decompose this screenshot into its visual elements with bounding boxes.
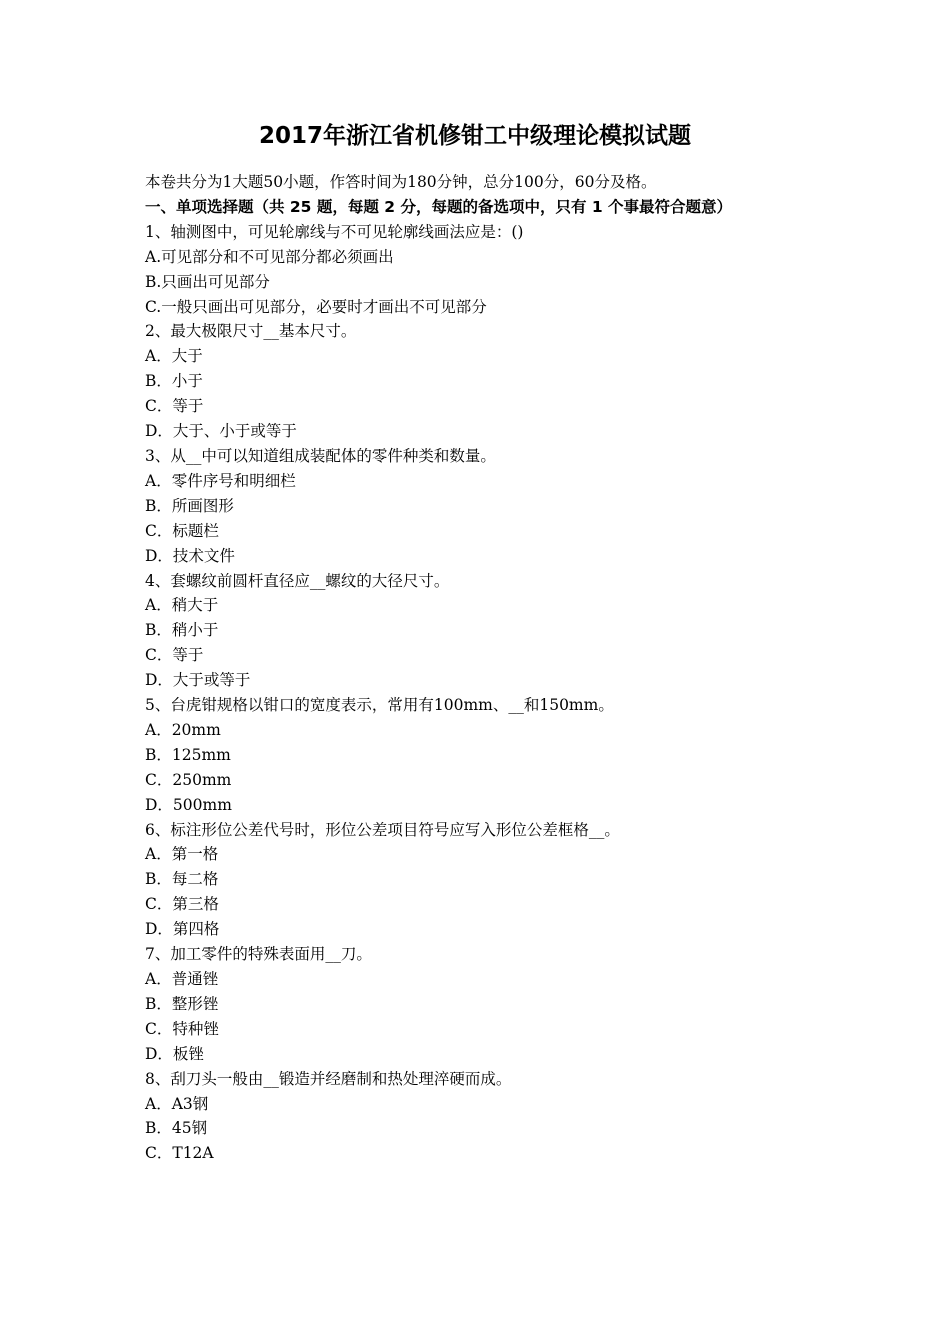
- answer-option: D．第四格: [145, 920, 220, 939]
- answer-option: C．T12A: [145, 1144, 214, 1163]
- answer-option: A．普通锉: [145, 970, 219, 988]
- answer-option: D．500mm: [145, 795, 232, 814]
- question-stem: 1、轴测图中，可见轮廓线与不可见轮廓线画法应是：(): [145, 222, 524, 241]
- document-body: [145, 170, 815, 1166]
- answer-option: B.只画出可见部分: [145, 272, 270, 291]
- exam-intro: 本卷共分为1大题50小题，作答时间为180分钟，总分100分，60分及格。: [145, 173, 657, 191]
- answer-option: C．250mm: [145, 770, 232, 789]
- answer-option: D．大于或等于: [145, 671, 251, 690]
- question-4: [145, 569, 815, 694]
- answer-option: C．等于: [145, 646, 204, 665]
- question-8: [145, 1067, 815, 1167]
- question-1: [145, 220, 815, 320]
- document-title: 2017年浙江省机修钳工中级理论模拟试题: [258, 123, 691, 149]
- question-stem: 5、台虎钳规格以钳口的宽度表示，常用有100mm、__和150mm。: [145, 696, 614, 715]
- answer-option: A.可见部分和不可见部分都必须画出: [145, 247, 394, 266]
- question-2: [145, 319, 815, 444]
- answer-option: A．第一格: [145, 845, 219, 864]
- question-7: [145, 942, 815, 1067]
- section-heading: 一、单项选择题（共 25 题，每题 2 分，每题的备选项中，只有 1 个事最符合题意）: [145, 197, 733, 216]
- answer-option: A．稍大于: [145, 596, 219, 615]
- answer-option: B．稍小于: [145, 621, 219, 640]
- answer-option: A．20mm: [145, 720, 221, 739]
- answer-option: A．零件序号和明细栏: [145, 471, 296, 490]
- question-stem: 2、最大极限尺寸__基本尺寸。: [145, 322, 357, 341]
- answer-option: B．小于: [145, 372, 203, 391]
- answer-option: D．板锉: [145, 1044, 204, 1063]
- question-5: [145, 693, 815, 818]
- answer-option: B．整形锉: [145, 994, 219, 1013]
- answer-option: C．第三格: [145, 895, 219, 914]
- answer-option: B．所画图形: [145, 496, 234, 515]
- answer-option: C.一般只画出可见部分，必要时才画出不可见部分: [145, 297, 487, 316]
- question-stem: 7、加工零件的特殊表面用__刀。: [145, 945, 372, 964]
- question-3: [145, 444, 815, 569]
- answer-option: B．每二格: [145, 870, 219, 889]
- question-stem: 6、标注形位公差代号时，形位公差项目符号应写入形位公差框格__。: [145, 820, 620, 839]
- answer-option: C．标题栏: [145, 521, 219, 540]
- answer-option: B．45钢: [145, 1119, 208, 1138]
- question-stem: 8、刮刀头一般由__锻造并经磨制和热处理淬硬而成。: [145, 1069, 512, 1088]
- answer-option: D．技术文件: [145, 546, 235, 565]
- answer-option: A．大于: [145, 347, 203, 366]
- answer-option: A．A3钢: [145, 1094, 209, 1113]
- question-6: [145, 818, 815, 943]
- question-stem: 4、套螺纹前圆杆直径应__螺纹的大径尺寸。: [145, 571, 450, 590]
- answer-option: C．等于: [145, 397, 204, 416]
- answer-option: C．特种锉: [145, 1019, 219, 1038]
- answer-option: D．大于、小于或等于: [145, 422, 297, 441]
- question-stem: 3、从__中可以知道组成装配体的零件种类和数量。: [145, 446, 496, 465]
- answer-option: B．125mm: [145, 745, 231, 764]
